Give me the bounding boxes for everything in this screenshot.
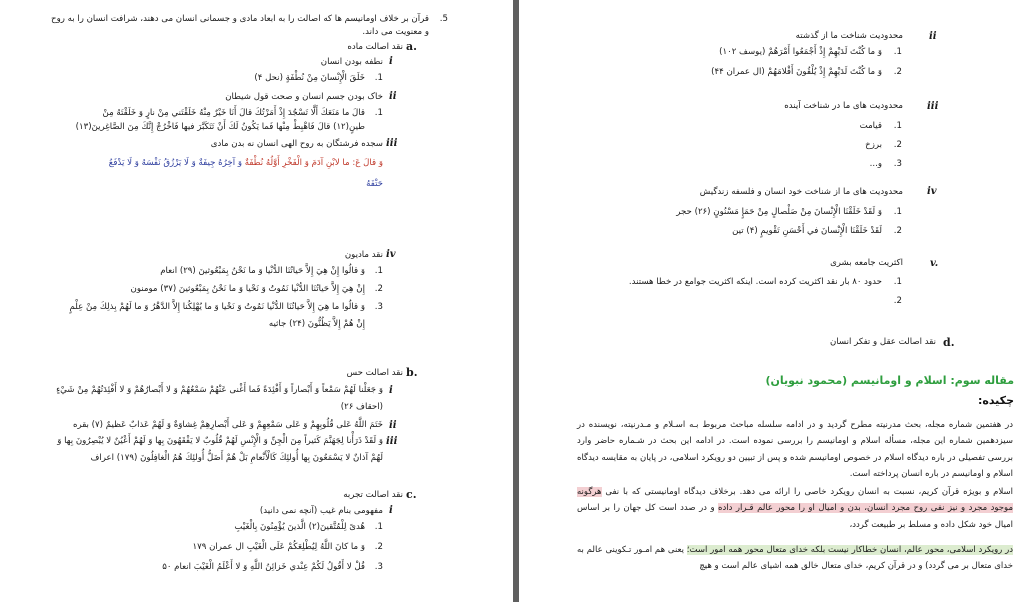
section-title: نقد اصالت تجربه: [343, 490, 403, 500]
list-number: .2: [374, 284, 383, 294]
verse-line: وَ ما كُنْتَ لَدَيْهِمْ إِذْ يُلْقُونَ أَقْلامَهُمْ (ال عمران ۴۴): [711, 67, 882, 77]
hadith-line: حَتْفَهُ: [366, 179, 383, 189]
subsection-title: خاک بودن جسم انسان و صحت قول شیطان: [225, 92, 383, 102]
verse-line: إِنْ هِيَ إِلاَّ حَياتُنَا الدُّنْيا نَمُوتُ وَ نَحْيا وَ ما نَحْنُ بِمَبْعُوثينَ (۳۷) مومنون: [130, 284, 365, 294]
list-number: .1: [893, 277, 902, 287]
roman-numeral: iv: [386, 249, 396, 260]
roman-numeral: v.: [930, 258, 939, 269]
list-number: .1: [893, 207, 902, 217]
list-number: .1: [374, 73, 383, 83]
roman-numeral: i: [389, 56, 393, 67]
list-item: قیامت: [859, 121, 882, 131]
subsection-title: محدودیت های ما در شناخت آینده: [784, 101, 903, 111]
abstract-text: و در صدد است کل جهان را بر اساس امیال خود شکل داده و مسلط بر طبیعت گردد،: [577, 503, 1013, 530]
article-title: مقاله سوم: اسلام و اومانیسم (محمود نبویان): [765, 374, 1014, 387]
verse-line: هُدىً لِلْمُتَّقينَ(۲) الَّذينَ يُؤْمِنُونَ بِالْغَيْبِ: [234, 522, 365, 532]
intro-line: قرآن بر خلاف اومانیسم ها که اصالت را به ابعاد مادی و جسمانی انسان می دهند، شرافت انسان را به روح: [51, 14, 429, 24]
hadith-blue-text: وَ آخِرُهُ جِيفَةٌ وَ لَا يَرْزُقُ نَفْسَهُ وَ لَا يَدْفَعُ: [108, 158, 242, 168]
list-number: .2: [893, 226, 902, 236]
verse-line: لَهُمْ آذانٌ لا يَسْمَعُونَ بِها أُولئِكَ كَالْأَنْعامِ بَلْ هُمْ أَضَلُّ أُولئِكَ هُمُ الْغافِلُونَ (۱۷۹) اعراف: [90, 453, 383, 463]
subsection-title: اکثریت جامعه بشری: [830, 258, 903, 268]
subsection-title: سجده فرشتگان به روح الهی انسان نه بدن مادی: [210, 139, 383, 149]
section-title: نقد اصالت عقل و تفکر انسان: [829, 337, 936, 347]
list-number: .3: [374, 302, 383, 312]
hadith-red-text: وَ قالَ عَ: ما لابْنِ آدَمَ وَ الْفَخْرِ أَوَّلُهُ نُطْفَةٌ: [244, 158, 383, 168]
roman-numeral: iv: [927, 186, 937, 197]
highlighted-text: در رویکرد اسلامی، محور عالم، انسان خطاکار نیست بلکه خدای متعال محور همه امور است؛: [686, 545, 1013, 555]
abstract-text: اسلام و بویژه قرآن کریم، نسبت به انسان رویکرد خاصی را ارائه می دهد. برخلاف دیدگاه اومانیستی که با نفی: [605, 487, 1014, 497]
intro-line: و معنویت می داند.: [362, 27, 429, 37]
verse-line: وَ ما كانَ اللَّهُ لِيُطْلِعَكُمْ عَلَى الْغَيْبِ ال عمران ۱۷۹: [192, 542, 365, 552]
list-number: .2: [893, 296, 902, 306]
subsection-title: نقد مادیون: [344, 250, 383, 260]
subsection-title: مفهومی بنام غیب (آنچه نمی دانید): [259, 506, 383, 516]
subsection-title: محدودیت های ما از شناخت خود انسان و فلسفه زندگیش: [699, 187, 903, 197]
verse-line: طينٍ(۱۲) قالَ فَاهْبِطْ مِنْها فَما يَكُونُ لَكَ أَنْ تَتَكَبَّرَ فيها فَاخْرُجْ إِنَّكَ مِنَ الصَّاغِرينَ(۱۳): [75, 122, 365, 132]
list-item: برزخ: [865, 140, 882, 150]
list-number: .2: [374, 542, 383, 552]
verse-line: خَتَمَ اللَّهُ عَلى قُلُوبِهِمْ وَ عَلى سَمْعِهِمْ وَ عَلى أَبْصارِهِمْ غِشاوَةٌ وَ لَهُمْ عَذابٌ عَظيمٌ (۷) بقره: [72, 420, 383, 430]
section-title: نقد اصالت ماده: [347, 42, 403, 52]
list-item: حدود ۸۰ بار نقد اکثریت کرده است. اینکه اکثریت جوامع در خطا هستند.: [628, 277, 882, 287]
list-number: .2: [893, 67, 902, 77]
verse-line: قالَ ما مَنَعَكَ أَلَّا تَسْجُدَ إِذْ أَمَرْتُكَ قالَ أَنَا خَيْرٌ مِنْهُ خَلَقْتَني مِنْ نارٍ وَ خَلَقْتَهُ مِنْ: [102, 108, 365, 118]
hadith-line: [109, 158, 383, 169]
section-letter: c.: [406, 488, 417, 501]
roman-numeral: ii: [389, 420, 397, 431]
roman-numeral: ii: [929, 31, 937, 42]
verse-line: قُلْ لا أَقُولُ لَكُمْ عِنْدي خَزائِنُ اللَّهِ وَ لا أَعْلَمُ الْغَيْبَ انعام ۵۰: [162, 562, 365, 572]
verse-line: وَ لَقَدْ ذَرَأْنا لِجَهَنَّمَ كَثيراً مِنَ الْجِنِّ وَ الْإِنْسِ لَهُمْ قُلُوبٌ لا يَفْقَهُونَ بِها وَ لَهُمْ أَعْيُنٌ لا يُبْصِرُونَ بِها وَ: [57, 436, 383, 446]
section-letter: a.: [406, 40, 417, 53]
right-page: [519, 0, 1024, 602]
abstract-paragraph: در هفتمین شماره مجله، بحث مدرنیته مطرح گردید و در ادامه سلسله مباحث مربوط بـه اسـلام و مـدرنیته، نویسنده در سیزدهمین شماره این مجله، مسأله اسلام و اومانیسم را بررسی نموده است. در ادامه این بحث در شـماره حاضر وارد بررسی تفصیلی در باره دیدگاه اسلام در خصوص اومانیسم شده و پس از تبیین دو رویکرد اسلامی، در پایان به مقایسه دیدگاه اسلام و اومانیسم در باره انسان پرداخته است.: [577, 420, 1013, 480]
list-number: .3: [374, 562, 383, 572]
list-number: .2: [893, 140, 902, 150]
verse-line: وَ ما كُنْتَ لَدَيْهِمْ إِذْ أَجْمَعُوا أَمْرَهُمْ (یوسف ۱۰۲): [719, 47, 882, 57]
verse-line: وَ قالُوا ما هِيَ إِلاَّ حَياتُنَا الدُّنْيا نَمُوتُ وَ نَحْيا وَ ما يُهْلِكُنا إِلاَّ الدَّهْرُ وَ ما لَهُمْ بِذلِكَ مِنْ عِلْمٍ: [69, 302, 365, 312]
roman-numeral: iii: [386, 138, 398, 149]
roman-numeral: ii: [389, 91, 397, 102]
verse-line: (احقاف ۲۶): [340, 402, 383, 412]
list-number: .1: [893, 47, 902, 57]
list-number: .1: [893, 121, 902, 131]
verse-line: وَ قالُوا إِنْ هِيَ إِلاَّ حَياتُنَا الدُّنْيا وَ ما نَحْنُ بِمَبْعُوثينَ (۲۹) انعام: [160, 266, 365, 276]
list-number: .3: [893, 159, 902, 169]
list-number: .1: [374, 266, 383, 276]
subsection-title: نطفه بودن انسان: [320, 57, 383, 67]
section-letter: d.: [943, 336, 955, 349]
abstract-paragraph: [577, 542, 1013, 575]
list-item: و...: [869, 159, 882, 169]
roman-numeral: i: [389, 385, 393, 396]
roman-numeral: i: [389, 505, 393, 516]
section-letter: b.: [406, 366, 418, 379]
verse-line: خَلَقَ الْإِنْسانَ مِنْ نُطْفَةٍ (نحل ۴): [254, 73, 365, 83]
verse-line: وَ جَعَلْنا لَهُمْ سَمْعاً وَ أَبْصاراً وَ أَفْئِدَةً فَما أَغْنى عَنْهُمْ سَمْعُهُمْ وَ لا أَبْصارُهُمْ وَ لا أَفْئِدَتُهُمْ مِنْ شَيْءٍ: [56, 385, 383, 395]
roman-numeral: iii: [386, 436, 398, 447]
abstract-label: چکیده:: [977, 394, 1014, 407]
list-number: .1: [374, 522, 383, 532]
abstract-text: یعنی هم امـور تـکوینی عالم به خدای متعال بر می گردد) و در قرآن کریم، خدای متعال خالق همه اشیای عالم است و هیچ: [577, 545, 1013, 572]
abstract-paragraph: [577, 484, 1013, 533]
highlighted-text: هرگونه موجود مجرد و نیز نفی روح مجرد انسان، بدن و امیال او را محور عالم قـرار داده: [577, 487, 1014, 514]
verse-line: لَقَدْ خَلَقْنَا الْإِنْسانَ في أَحْسَنِ تَقْويمٍ (۴) تین: [732, 226, 882, 236]
roman-numeral: iii: [927, 101, 939, 112]
list-number: .1: [374, 108, 383, 118]
item-number: .5: [439, 14, 448, 24]
subsection-title: محدودیت شناخت ما از گذشته: [795, 31, 903, 41]
verse-line: وَ لَقَدْ خَلَقْنَا الْإِنْسانَ مِنْ صَلْصالٍ مِنْ حَمَإٍ مَسْنُونٍ (۲۶) حجر: [676, 207, 882, 217]
section-title: نقد اصالت حس: [346, 368, 403, 378]
verse-line: إِنْ هُمْ إِلاَّ يَظُنُّونَ (۲۴) جاثیه: [268, 319, 365, 329]
